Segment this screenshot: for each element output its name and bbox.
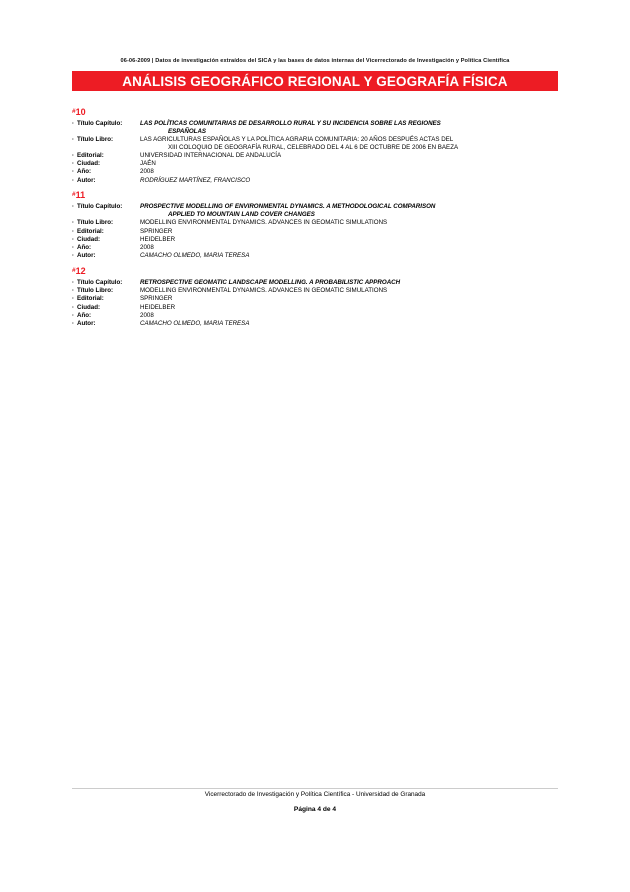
field-autor (72, 177, 558, 185)
field-titulo-libro (72, 287, 558, 295)
footer-divider (72, 788, 558, 789)
field-ciudad (72, 160, 558, 168)
field-value: CAMACHO OLMEDO, MARIA TERESA (140, 252, 250, 260)
bullet-icon: · (72, 135, 75, 143)
field-label: · Título Libro: (72, 287, 114, 295)
field-label: · Título Libro: (72, 135, 114, 143)
footer-page-number: Página 4 de 4 (293, 806, 337, 813)
bullet-icon: · (72, 252, 75, 260)
field-label: · Ciudad: (72, 303, 101, 311)
field-label: · Ciudad: (72, 235, 101, 243)
hash-icon: # (72, 191, 76, 199)
record-entry (72, 191, 558, 260)
bullet-icon: · (72, 119, 75, 127)
field-value: LAS POLÍTICAS COMUNITARIAS DE DESARROLLO RURAL Y SU INCIDENCIA SOBRE LAS REGIONES ESPAÑOLAS (140, 119, 441, 135)
bullet-icon: · (72, 287, 75, 295)
bullet-icon: · (72, 278, 75, 286)
field-label: · Título Capítulo: (72, 119, 123, 127)
field-label: · Editorial: (72, 227, 104, 235)
hash-icon: # (72, 108, 76, 115)
field-value: 2008 (140, 168, 154, 176)
field-titulo-capitulo (72, 203, 558, 219)
bullet-icon: · (72, 160, 75, 168)
field-value: LAS AGRICULTURAS ESPAÑOLAS Y LA POLÍTICA AGRARIA COMUNITARIA: 20 AÑOS DESPUÉS ACTAS DEL XIII COLOQUIO DE GEOGRAFÍA RURAL, CELEBRADO DEL 4 AL 6 DE OCTUBRE DE 2006 EN BAEZA (140, 135, 459, 151)
field-value: RODRÍGUEZ MARTÍNEZ, FRANCISCO (140, 176, 251, 184)
record-number: #10 (72, 107, 86, 117)
field-titulo-libro (72, 136, 558, 152)
field-value: PROSPECTIVE MODELLING OF ENVIRONMENTAL DYNAMICS. A METHODOLOGICAL COMPARISON APPLIED TO MOUNTAIN LAND COVER CHANGES (140, 203, 436, 219)
field-value: 2008 (140, 311, 154, 319)
field-value: SPRINGER (140, 227, 173, 235)
document-meta-header: 06-06-2009 | Datos de investigación extraídos del SICA y las bases de datos internas del Vicerrectorado de Investigación y Política Científica (120, 58, 510, 64)
section-title-banner: ANÁLISIS GEOGRÁFICO REGIONAL Y GEOGRAFÍA FÍSICA (72, 71, 558, 91)
hash-icon: # (72, 267, 76, 275)
bullet-icon: · (72, 295, 75, 303)
bullet-icon: · (72, 168, 75, 176)
field-anio (72, 168, 558, 176)
record-entry (72, 108, 558, 184)
field-value: 2008 (140, 244, 154, 252)
field-titulo-capitulo (72, 120, 558, 136)
field-value: HEIDELBER (140, 235, 176, 243)
field-value: SPRINGER (140, 295, 173, 303)
bullet-icon: · (72, 176, 75, 184)
field-label: · Año: (72, 311, 92, 319)
field-value: RETROSPECTIVE GEOMATIC LANDSCAPE MODELLING. A PROBABILISTIC APPROACH (140, 278, 401, 286)
field-label: · Autor: (72, 252, 96, 260)
field-value: HEIDELBER (140, 303, 176, 311)
record-number: #11 (72, 190, 86, 201)
footer-institution: Vicerrectorado de Investigación y Política Científica - Universidad de Granada (204, 791, 426, 798)
bullet-icon: · (72, 219, 75, 227)
field-autor (72, 252, 558, 260)
field-label: · Ciudad: (72, 160, 101, 168)
bullet-icon: · (72, 203, 75, 211)
field-anio (72, 244, 558, 252)
field-label: · Año: (72, 244, 92, 252)
record-number: #12 (72, 266, 86, 277)
field-editorial (72, 295, 558, 303)
field-value: UNIVERSIDAD INTERNACIONAL DE ANDALUCÍA (140, 151, 282, 159)
field-label: · Editorial: (72, 151, 104, 159)
field-value: CAMACHO OLMEDO, MARIA TERESA (140, 320, 250, 328)
records-list (72, 108, 558, 335)
field-value: MODELLING ENVIRONMENTAL DYNAMICS. ADVANCES IN GEOMATIC SIMULATIONS (140, 219, 388, 227)
field-value: MODELLING ENVIRONMENTAL DYNAMICS. ADVANCES IN GEOMATIC SIMULATIONS (140, 287, 388, 295)
field-titulo-capitulo (72, 279, 558, 287)
bullet-icon: · (72, 303, 75, 311)
bullet-icon: · (72, 320, 75, 328)
field-value: JAÉN (140, 160, 156, 168)
field-editorial (72, 152, 558, 160)
field-label: · Autor: (72, 176, 96, 184)
field-titulo-libro (72, 219, 558, 227)
bullet-icon: · (72, 244, 75, 252)
field-ciudad (72, 304, 558, 312)
field-autor (72, 320, 558, 328)
bullet-icon: · (72, 151, 75, 159)
bullet-icon: · (72, 311, 75, 319)
field-label: · Título Capítulo: (72, 278, 123, 286)
field-anio (72, 312, 558, 320)
field-ciudad (72, 236, 558, 244)
field-label: · Título Libro: (72, 219, 114, 227)
field-editorial (72, 228, 558, 236)
bullet-icon: · (72, 227, 75, 235)
bullet-icon: · (72, 235, 75, 243)
field-label: · Editorial: (72, 295, 104, 303)
field-label: · Autor: (72, 320, 96, 328)
record-entry (72, 267, 558, 328)
field-label: · Año: (72, 168, 92, 176)
field-label: · Título Capítulo: (72, 203, 123, 211)
